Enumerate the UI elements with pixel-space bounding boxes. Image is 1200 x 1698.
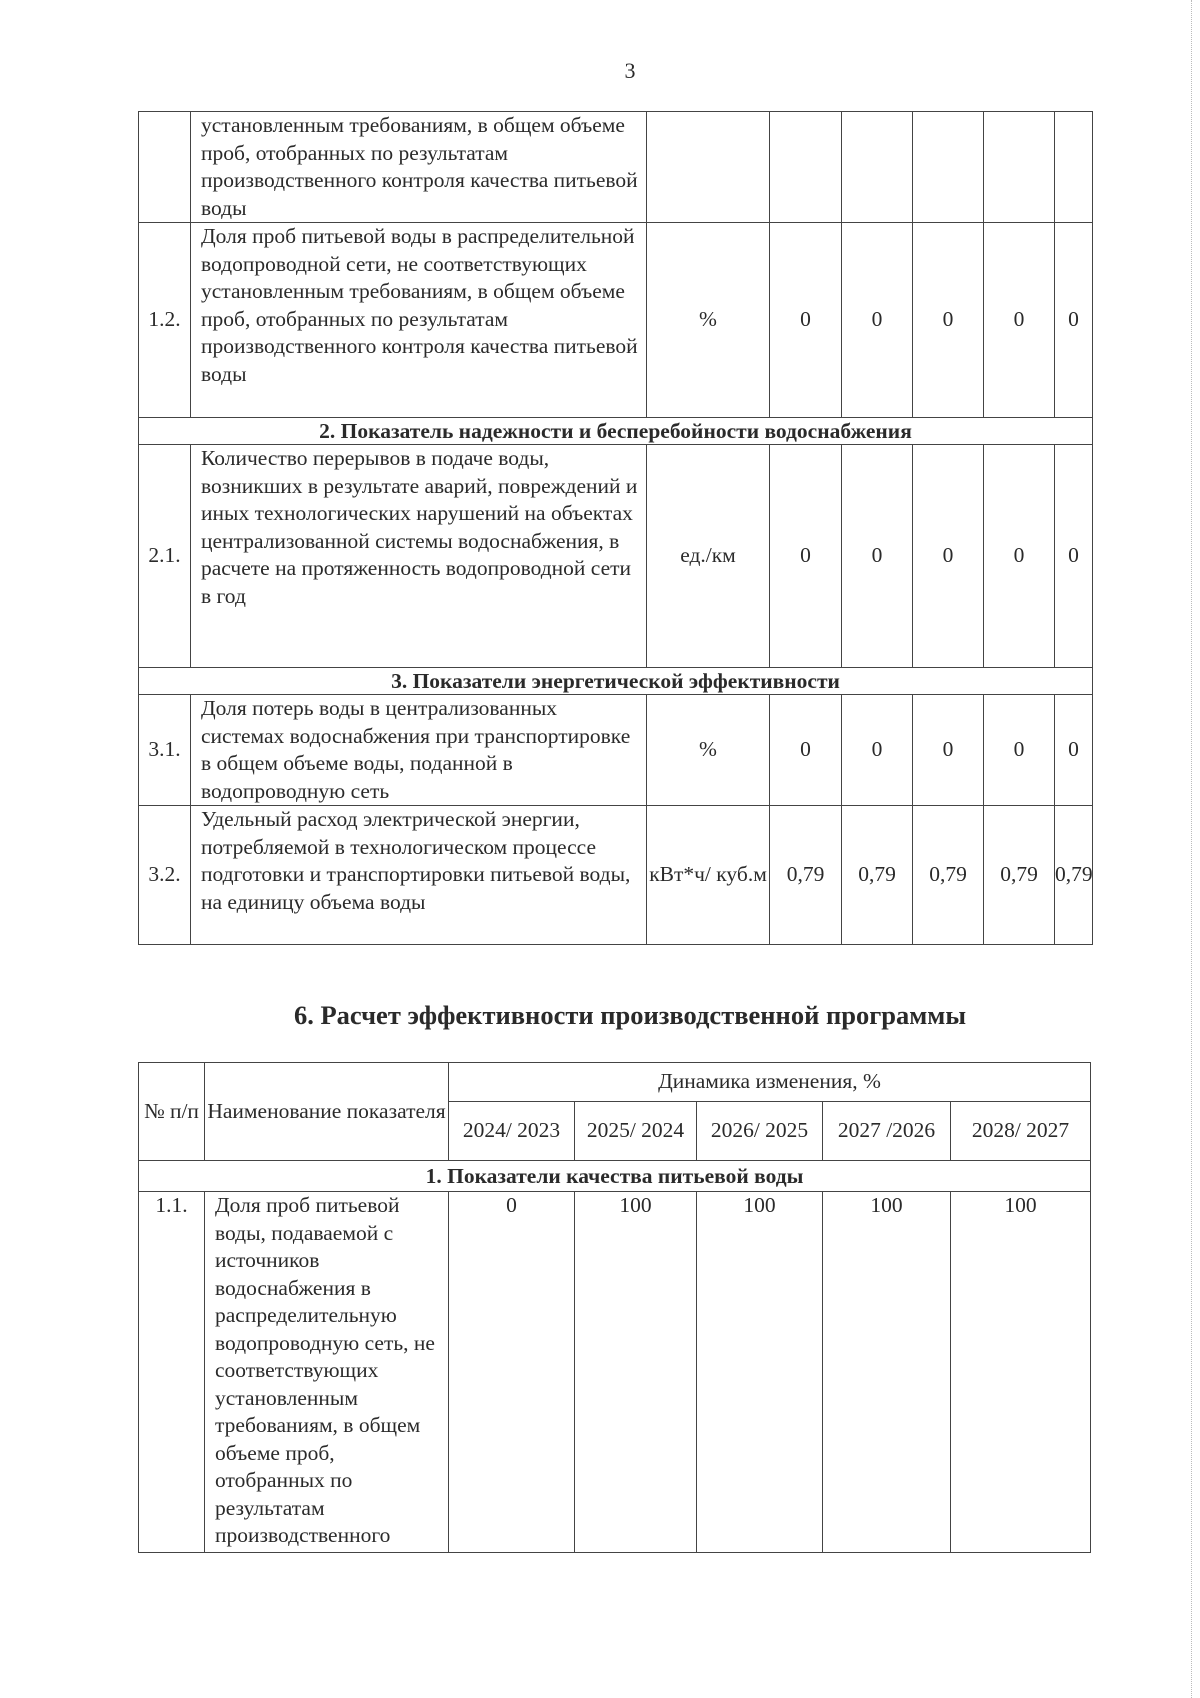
value-cell: 0	[770, 695, 842, 806]
header-dynamics: Динамика изменения, %	[449, 1063, 1091, 1102]
section-row	[139, 668, 1093, 695]
section-title: 2. Показатель надежности и бесперебойности водоснабжения	[139, 418, 1093, 445]
value-cell: 0	[984, 223, 1055, 418]
header-period: 2025/ 2024	[575, 1102, 697, 1161]
table-row	[139, 223, 1093, 418]
indicator-name: Доля проб питьевой воды в распределительной водопроводной сети, не соответствующих установленным требованиям, в общем объеме проб, отобранных по результатам производственного контроля качества питьевой воды	[191, 223, 647, 418]
value-cell	[1055, 112, 1093, 223]
value-cell: 0,79	[770, 806, 842, 945]
value-cell: 0,79	[842, 806, 913, 945]
value-cell	[770, 112, 842, 223]
efficiency-table	[138, 1062, 1091, 1553]
value-cell: 0	[449, 1192, 575, 1553]
unit-cell	[647, 112, 770, 223]
value-cell: 0	[984, 445, 1055, 668]
row-number: 1.2.	[139, 223, 191, 418]
value-cell: 0	[1055, 445, 1093, 668]
indicator-name: Доля проб питьевой воды, подаваемой с источников водоснабжения в распределительную водопроводную сеть, не соответствующих установленным требованиям, в общем объеме проб, отобранных по результатам производственного	[205, 1192, 449, 1553]
section-heading: 6. Расчет эффективности производственной программы	[293, 1000, 967, 1030]
section-row	[139, 1161, 1091, 1192]
value-cell: 0	[1055, 695, 1093, 806]
table-row	[139, 112, 1093, 223]
row-number: 1.1.	[139, 1192, 205, 1553]
indicator-name: Удельный расход электрической энергии, потребляемой в технологическом процессе подготовки и транспортировки питьевой воды, на единицу объема воды	[191, 806, 647, 945]
unit-cell: ед./км	[647, 445, 770, 668]
value-cell: 0	[984, 695, 1055, 806]
value-cell: 0	[913, 695, 984, 806]
value-cell: 100	[823, 1192, 951, 1553]
value-cell	[913, 112, 984, 223]
table-row	[139, 1192, 1091, 1553]
value-cell: 0,79	[1055, 806, 1093, 945]
indicator-name: установленным требованиям, в общем объеме проб, отобранных по результатам производственного контроля качества питьевой воды	[191, 112, 647, 223]
indicator-name: Доля потерь воды в централизованных системах водоснабжения при транспортировке в общем объеме воды, поданной в водопроводную сеть	[191, 695, 647, 806]
value-cell: 100	[575, 1192, 697, 1553]
indicator-name: Количество перерывов в подаче воды, возникших в результате аварий, повреждений и иных технологических нарушений на объектах централизованной системы водоснабжения, в расчете на протяженность водопроводной сети в год	[191, 445, 647, 668]
table-row	[139, 695, 1093, 806]
value-cell	[842, 112, 913, 223]
table-row	[139, 445, 1093, 668]
page-number: 3	[624, 58, 636, 83]
value-cell	[984, 112, 1055, 223]
section-row	[139, 418, 1093, 445]
table-row	[139, 806, 1093, 945]
unit-cell: кВт*ч/ куб.м	[647, 806, 770, 945]
header-row	[139, 1063, 1091, 1102]
value-cell: 0	[842, 695, 913, 806]
header-period: 2027 /2026	[823, 1102, 951, 1161]
section-title: 1. Показатели качества питьевой воды	[139, 1161, 1091, 1192]
header-number: № п/п	[139, 1063, 205, 1161]
unit-cell: %	[647, 695, 770, 806]
value-cell: 100	[951, 1192, 1091, 1553]
row-number: 3.1.	[139, 695, 191, 806]
value-cell: 0	[770, 445, 842, 668]
indicators-table	[138, 111, 1093, 945]
section-title: 3. Показатели энергетической эффективности	[139, 668, 1093, 695]
scan-edge	[1191, 0, 1194, 1698]
header-period: 2028/ 2027	[951, 1102, 1091, 1161]
value-cell: 0,79	[984, 806, 1055, 945]
value-cell: 0	[913, 223, 984, 418]
row-number: 2.1.	[139, 445, 191, 668]
row-number: 3.2.	[139, 806, 191, 945]
value-cell: 0	[842, 445, 913, 668]
value-cell: 0	[770, 223, 842, 418]
value-cell: 0	[1055, 223, 1093, 418]
value-cell: 0	[842, 223, 913, 418]
value-cell: 0,79	[913, 806, 984, 945]
unit-cell: %	[647, 223, 770, 418]
row-number	[139, 112, 191, 223]
value-cell: 0	[913, 445, 984, 668]
value-cell: 100	[697, 1192, 823, 1553]
header-period: 2024/ 2023	[449, 1102, 575, 1161]
header-name: Наименование показателя	[205, 1063, 449, 1161]
header-period: 2026/ 2025	[697, 1102, 823, 1161]
